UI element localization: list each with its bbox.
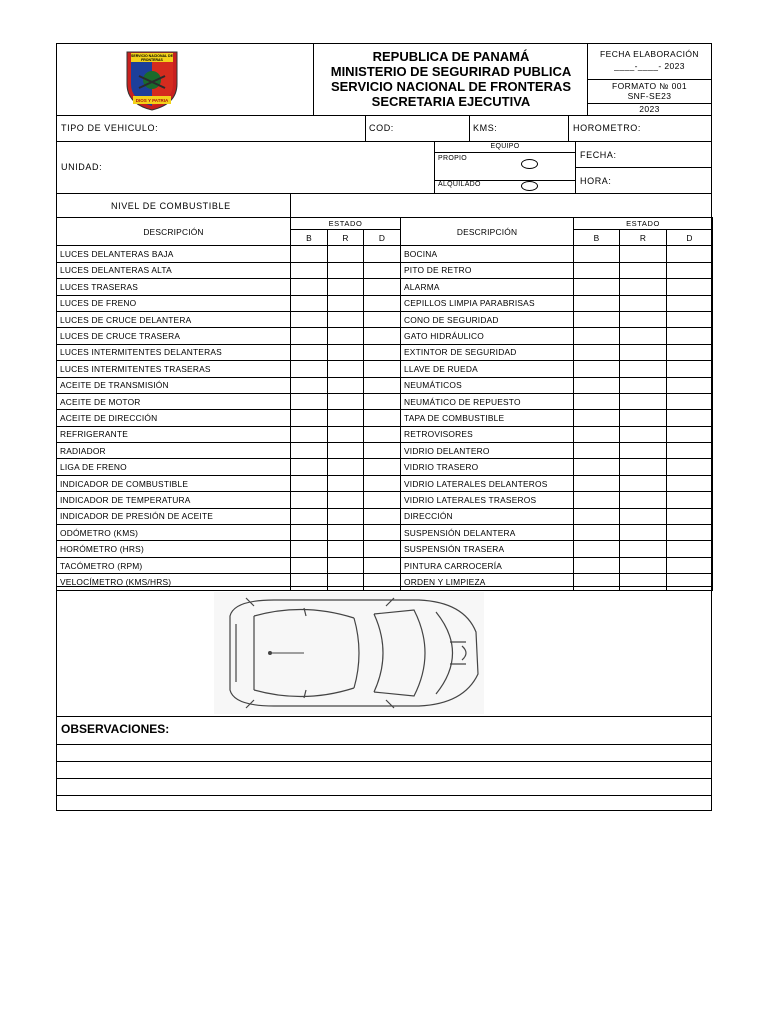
item-label-right: CONO DE SEGURIDAD (401, 311, 574, 327)
table-row (57, 525, 713, 541)
table-row (57, 311, 713, 327)
estado-d-cell[interactable] (364, 279, 401, 295)
estado-d-cell[interactable] (667, 262, 713, 278)
formato-year: 2023 (639, 104, 660, 114)
logo-text-top: SERVICIO NACIONAL DE FRONTERAS (131, 54, 173, 62)
estado-b-cell[interactable] (291, 279, 328, 295)
estado-b-cell[interactable] (291, 525, 328, 541)
estado-d-cell[interactable] (364, 508, 401, 524)
estado-r-cell[interactable] (620, 574, 667, 590)
estado-d-cell[interactable] (364, 459, 401, 475)
estado-d-cell[interactable] (667, 393, 713, 409)
item-label-right: TAPA DE COMBUSTIBLE (401, 410, 574, 426)
car-diagram (214, 592, 484, 714)
item-label-left: REFRIGERANTE (57, 426, 291, 442)
tipo-vehiculo-label: TIPO DE VEHICULO: (61, 123, 159, 133)
estado-d-cell[interactable] (667, 426, 713, 442)
estado-d-cell[interactable] (364, 361, 401, 377)
estado-d-cell[interactable] (364, 475, 401, 491)
estado-d-cell[interactable] (667, 246, 713, 262)
item-label-right: PITO DE RETRO (401, 262, 574, 278)
estado-b-cell[interactable] (291, 295, 328, 311)
alquilado-label: ALQUILADO (438, 181, 481, 188)
estado-col-r-left: R (328, 230, 364, 246)
table-row (57, 541, 713, 557)
estado-d-cell[interactable] (667, 344, 713, 360)
title-line-1: REPUBLICA DE PANAMÁ (372, 49, 530, 64)
estado-r-cell[interactable] (620, 508, 667, 524)
estado-r-cell[interactable] (328, 557, 364, 573)
estado-b-cell[interactable] (574, 262, 620, 278)
item-label-right: ALARMA (401, 279, 574, 295)
estado-b-cell[interactable] (291, 377, 328, 393)
item-label-left: LUCES DELANTERAS ALTA (57, 262, 291, 278)
estado-d-cell[interactable] (364, 410, 401, 426)
item-label-left: LUCES INTERMITENTES TRASERAS (57, 361, 291, 377)
estado-b-cell[interactable] (574, 508, 620, 524)
item-label-left: ODÓMETRO (KMS) (57, 525, 291, 541)
item-label-left: LUCES DE CRUCE TRASERA (57, 328, 291, 344)
estado-b-cell[interactable] (574, 410, 620, 426)
nivel-combustible-label: NIVEL DE COMBUSTIBLE (111, 201, 231, 211)
item-label-left: INDICADOR DE COMBUSTIBLE (57, 475, 291, 491)
hora-label: HORA: (580, 176, 612, 186)
estado-b-cell[interactable] (574, 377, 620, 393)
cod-label: COD: (369, 123, 394, 133)
estado-r-cell[interactable] (620, 557, 667, 573)
item-label-left: LUCES DE CRUCE DELANTERA (57, 311, 291, 327)
table-row (57, 344, 713, 360)
fecha-label: FECHA: (580, 150, 617, 160)
estado-r-cell[interactable] (328, 295, 364, 311)
item-label-right: VIDRIO DELANTERO (401, 443, 574, 459)
item-label-left: RADIADOR (57, 443, 291, 459)
estado-b-cell[interactable] (574, 328, 620, 344)
estado-b-cell[interactable] (291, 492, 328, 508)
estado-b-cell[interactable] (291, 393, 328, 409)
estado-d-cell[interactable] (667, 377, 713, 393)
estado-b-cell[interactable] (574, 557, 620, 573)
estado-r-cell[interactable] (328, 279, 364, 295)
estado-r-cell[interactable] (620, 311, 667, 327)
table-row (57, 574, 713, 590)
estado-b-cell[interactable] (574, 246, 620, 262)
nivel-combustible-field[interactable] (291, 194, 711, 216)
estado-b-cell[interactable] (574, 361, 620, 377)
estado-d-cell[interactable] (667, 492, 713, 508)
estado-r-cell[interactable] (620, 246, 667, 262)
item-label-right: SUSPENSIÓN TRASERA (401, 541, 574, 557)
estado-r-cell[interactable] (328, 541, 364, 557)
table-row (57, 475, 713, 491)
estado-r-cell[interactable] (328, 492, 364, 508)
kms-label: KMS: (473, 123, 498, 133)
estado-b-cell[interactable] (291, 443, 328, 459)
estado-b-cell[interactable] (574, 443, 620, 459)
estado-d-cell[interactable] (667, 410, 713, 426)
estado-r-cell[interactable] (328, 443, 364, 459)
table-row (57, 410, 713, 426)
item-label-left: LUCES INTERMITENTES DELANTERAS (57, 344, 291, 360)
inspection-form (56, 43, 712, 811)
estado-r-cell[interactable] (620, 475, 667, 491)
item-label-right: LLAVE DE RUEDA (401, 361, 574, 377)
estado-r-cell[interactable] (328, 246, 364, 262)
estado-b-cell[interactable] (291, 262, 328, 278)
estado-r-cell[interactable] (620, 361, 667, 377)
estado-b-cell[interactable] (291, 246, 328, 262)
fecha-elaboracion-value[interactable]: ____-____- 2023 (614, 61, 685, 71)
estado-d-cell[interactable] (364, 328, 401, 344)
estado-b-cell[interactable] (574, 541, 620, 557)
estado-b-cell[interactable] (291, 574, 328, 590)
item-label-right: VIDRIO TRASERO (401, 459, 574, 475)
estado-col-r-right: R (620, 230, 667, 246)
table-row (57, 393, 713, 409)
table-row (57, 246, 713, 262)
estado-d-cell[interactable] (364, 393, 401, 409)
estado-col-d-right: D (667, 230, 713, 246)
table-row (57, 377, 713, 393)
title-line-3: SERVICIO NACIONAL DE FRONTERAS (330, 79, 572, 94)
item-label-left: ACEITE DE DIRECCIÓN (57, 410, 291, 426)
estado-d-cell[interactable] (667, 328, 713, 344)
propio-checkbox[interactable] (521, 159, 538, 169)
estado-d-cell[interactable] (667, 525, 713, 541)
estado-d-cell[interactable] (667, 295, 713, 311)
item-label-right: SUSPENSIÓN DELANTERA (401, 525, 574, 541)
estado-r-cell[interactable] (328, 459, 364, 475)
item-label-right: GATO HIDRÁULICO (401, 328, 574, 344)
estado-d-cell[interactable] (364, 246, 401, 262)
horometro-label: HOROMETRO: (573, 123, 641, 133)
descripcion-header-right: DESCRIPCIÓN (401, 218, 574, 246)
estado-d-cell[interactable] (364, 344, 401, 360)
estado-d-cell[interactable] (364, 426, 401, 442)
estado-d-cell[interactable] (364, 311, 401, 327)
table-row (57, 492, 713, 508)
estado-r-cell[interactable] (328, 426, 364, 442)
item-label-left: ACEITE DE TRANSMISIÓN (57, 377, 291, 393)
estado-d-cell[interactable] (667, 475, 713, 491)
estado-r-cell[interactable] (620, 328, 667, 344)
estado-d-cell[interactable] (667, 508, 713, 524)
table-row (57, 557, 713, 573)
item-label-left: LUCES TRASERAS (57, 279, 291, 295)
estado-col-b-left: B (291, 230, 328, 246)
item-label-left: VELOCÍMETRO (KMS/HRS) (57, 574, 291, 590)
estado-d-cell[interactable] (364, 557, 401, 573)
table-row (57, 295, 713, 311)
estado-d-cell[interactable] (667, 557, 713, 573)
estado-r-cell[interactable] (620, 541, 667, 557)
estado-b-cell[interactable] (574, 574, 620, 590)
estado-b-cell[interactable] (574, 475, 620, 491)
estado-d-cell[interactable] (364, 443, 401, 459)
estado-r-cell[interactable] (620, 262, 667, 278)
estado-header-right: ESTADO (574, 218, 713, 230)
estado-d-cell[interactable] (667, 541, 713, 557)
observaciones-field[interactable] (57, 744, 711, 810)
estado-d-cell[interactable] (667, 279, 713, 295)
item-label-right: VIDRIO LATERALES DELANTEROS (401, 475, 574, 491)
estado-b-cell[interactable] (291, 475, 328, 491)
item-label-right: NEUMÁTICO DE REPUESTO (401, 393, 574, 409)
item-label-left: ACEITE DE MOTOR (57, 393, 291, 409)
estado-b-cell[interactable] (574, 459, 620, 475)
estado-r-cell[interactable] (328, 393, 364, 409)
descripcion-header-left: DESCRIPCIÓN (57, 218, 291, 246)
estado-d-cell[interactable] (364, 295, 401, 311)
estado-r-cell[interactable] (620, 410, 667, 426)
estado-r-cell[interactable] (328, 311, 364, 327)
estado-b-cell[interactable] (574, 393, 620, 409)
estado-b-cell[interactable] (574, 426, 620, 442)
estado-d-cell[interactable] (667, 361, 713, 377)
estado-d-cell[interactable] (364, 525, 401, 541)
item-label-left: LIGA DE FRENO (57, 459, 291, 475)
estado-d-cell[interactable] (364, 541, 401, 557)
estado-b-cell[interactable] (574, 295, 620, 311)
estado-r-cell[interactable] (620, 393, 667, 409)
table-row (57, 279, 713, 295)
item-label-right: ORDEN Y LIMPIEZA (401, 574, 574, 590)
item-label-right: NEUMÁTICOS (401, 377, 574, 393)
estado-b-cell[interactable] (291, 344, 328, 360)
estado-b-cell[interactable] (291, 541, 328, 557)
title-line-4: SECRETARIA EJECUTIVA (371, 94, 531, 109)
estado-r-cell[interactable] (620, 525, 667, 541)
estado-r-cell[interactable] (328, 344, 364, 360)
estado-b-cell[interactable] (291, 426, 328, 442)
estado-b-cell[interactable] (574, 344, 620, 360)
alquilado-checkbox[interactable] (521, 181, 538, 191)
estado-r-cell[interactable] (328, 525, 364, 541)
unidad-label: UNIDAD: (61, 162, 103, 172)
formato-code: SNF-SE23 (627, 91, 672, 101)
checklist-table (56, 217, 713, 591)
estado-b-cell[interactable] (291, 328, 328, 344)
estado-header-left: ESTADO (291, 218, 401, 230)
estado-r-cell[interactable] (328, 377, 364, 393)
estado-b-cell[interactable] (291, 311, 328, 327)
estado-b-cell[interactable] (574, 492, 620, 508)
logo (123, 50, 181, 112)
estado-b-cell[interactable] (574, 311, 620, 327)
estado-b-cell[interactable] (291, 410, 328, 426)
item-label-left: INDICADOR DE TEMPERATURA (57, 492, 291, 508)
table-row (57, 508, 713, 524)
estado-r-cell[interactable] (328, 410, 364, 426)
item-label-right: PINTURA CARROCERÍA (401, 557, 574, 573)
formato-label: FORMATO № 001 (612, 81, 687, 91)
estado-d-cell[interactable] (667, 574, 713, 590)
table-row (57, 443, 713, 459)
estado-d-cell[interactable] (364, 377, 401, 393)
estado-r-cell[interactable] (328, 508, 364, 524)
estado-r-cell[interactable] (328, 475, 364, 491)
item-label-left: INDICADOR DE PRESIÓN DE ACEITE (57, 508, 291, 524)
estado-b-cell[interactable] (291, 508, 328, 524)
estado-r-cell[interactable] (328, 574, 364, 590)
table-row (57, 361, 713, 377)
logo-text-bottom: DIOS Y PATRIA (135, 98, 169, 103)
estado-d-cell[interactable] (364, 574, 401, 590)
estado-r-cell[interactable] (620, 377, 667, 393)
estado-r-cell[interactable] (328, 361, 364, 377)
estado-b-cell[interactable] (574, 279, 620, 295)
item-label-right: CEPILLOS LIMPIA PARABRISAS (401, 295, 574, 311)
observaciones-label: OBSERVACIONES: (61, 722, 170, 736)
item-label-right: BOCINA (401, 246, 574, 262)
table-row (57, 328, 713, 344)
item-label-right: VIDRIO LATERALES TRASEROS (401, 492, 574, 508)
estado-r-cell[interactable] (620, 295, 667, 311)
propio-label: PROPIO (438, 155, 468, 162)
estado-d-cell[interactable] (364, 262, 401, 278)
estado-b-cell[interactable] (291, 361, 328, 377)
estado-d-cell[interactable] (667, 311, 713, 327)
estado-r-cell[interactable] (328, 328, 364, 344)
estado-col-d-left: D (364, 230, 401, 246)
title-line-2: MINISTERIO DE SEGURIRAD PUBLICA (330, 64, 572, 79)
estado-b-cell[interactable] (291, 557, 328, 573)
estado-r-cell[interactable] (620, 492, 667, 508)
estado-r-cell[interactable] (620, 344, 667, 360)
item-label-left: LUCES DE FRENO (57, 295, 291, 311)
item-label-left: TACÓMETRO (RPM) (57, 557, 291, 573)
item-label-right: EXTINTOR DE SEGURIDAD (401, 344, 574, 360)
table-row (57, 459, 713, 475)
item-label-right: DIRECCIÓN (401, 508, 574, 524)
estado-b-cell[interactable] (574, 525, 620, 541)
table-row (57, 426, 713, 442)
estado-d-cell[interactable] (667, 459, 713, 475)
estado-r-cell[interactable] (620, 279, 667, 295)
table-row (57, 262, 713, 278)
fecha-elaboracion-label: FECHA ELABORACIÓN (600, 49, 699, 59)
equipo-label: EQUIPO (490, 143, 520, 150)
item-label-right: RETROVISORES (401, 426, 574, 442)
estado-r-cell[interactable] (620, 443, 667, 459)
item-label-left: HORÓMETRO (HRS) (57, 541, 291, 557)
item-label-left: LUCES DELANTERAS BAJA (57, 246, 291, 262)
estado-r-cell[interactable] (328, 262, 364, 278)
estado-r-cell[interactable] (620, 426, 667, 442)
estado-d-cell[interactable] (364, 492, 401, 508)
estado-r-cell[interactable] (620, 459, 667, 475)
estado-b-cell[interactable] (291, 459, 328, 475)
estado-col-b-right: B (574, 230, 620, 246)
estado-d-cell[interactable] (667, 443, 713, 459)
